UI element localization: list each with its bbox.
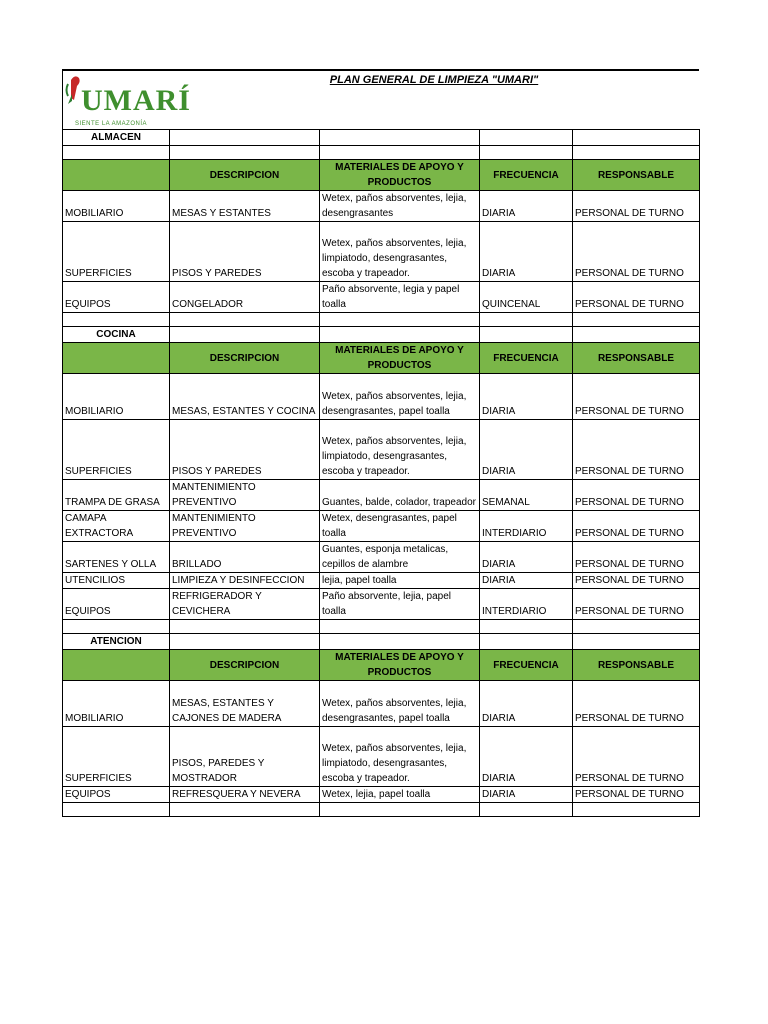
header-descripcion: DESCRIPCION xyxy=(170,343,320,374)
column-header-row xyxy=(63,160,700,191)
table-row xyxy=(63,511,700,542)
empty-cell xyxy=(170,327,320,343)
responsable-cell: PERSONAL DE TURNO xyxy=(573,787,700,803)
header-descripcion: DESCRIPCION xyxy=(170,160,320,191)
area-cell: SUPERFICIES xyxy=(63,420,170,480)
materiales-cell: Paño absorvente, lejia, papel toalla xyxy=(320,589,480,620)
responsable-cell: PERSONAL DE TURNO xyxy=(573,511,700,542)
frecuencia-cell: DIARIA xyxy=(480,374,573,420)
empty-cell xyxy=(63,146,170,160)
table-row xyxy=(63,374,700,420)
frecuencia-cell: SEMANAL xyxy=(480,480,573,511)
responsable-cell: PERSONAL DE TURNO xyxy=(573,542,700,573)
parrot-icon xyxy=(63,70,191,129)
materiales-cell: Wetex, paños absorventes, lejia, desengrasantes, papel toalla xyxy=(320,374,480,420)
table-row xyxy=(63,542,700,573)
materiales-cell: Wetex, paños absorventes, lejia, desengrasantes, papel toalla xyxy=(320,681,480,727)
header-responsable: RESPONSABLE xyxy=(573,650,700,681)
frecuencia-cell: INTERDIARIO xyxy=(480,511,573,542)
materiales-cell: Wetex, lejia, papel toalla xyxy=(320,787,480,803)
responsable-cell: PERSONAL DE TURNO xyxy=(573,480,700,511)
empty-cell xyxy=(170,146,320,160)
descripcion-cell: PISOS Y PAREDES xyxy=(170,420,320,480)
area-cell: SUPERFICIES xyxy=(63,222,170,282)
empty-cell xyxy=(573,634,700,650)
table-row xyxy=(63,191,700,222)
empty-cell xyxy=(480,634,573,650)
empty-cell xyxy=(320,313,480,327)
descripcion-cell: BRILLADO xyxy=(170,542,320,573)
empty-cell xyxy=(573,620,700,634)
descripcion-cell: MANTENIMIENTO PREVENTIVO xyxy=(170,511,320,542)
column-header-row xyxy=(63,343,700,374)
area-cell: EQUIPOS xyxy=(63,589,170,620)
descripcion-cell: PISOS, PAREDES Y MOSTRADOR xyxy=(170,727,320,787)
empty-cell xyxy=(573,327,700,343)
frecuencia-cell: DIARIA xyxy=(480,787,573,803)
document-header xyxy=(62,70,699,129)
area-cell: MOBILIARIO xyxy=(63,681,170,727)
header-materiales: MATERIALES DE APOYO Y PRODUCTOS xyxy=(320,650,480,681)
frecuencia-cell: DIARIA xyxy=(480,191,573,222)
spacer-row xyxy=(63,803,700,817)
responsable-cell: PERSONAL DE TURNO xyxy=(573,420,700,480)
svg-text:UMARÍ: UMARÍ xyxy=(81,84,191,117)
area-cell: MOBILIARIO xyxy=(63,374,170,420)
spacer-row xyxy=(63,146,700,160)
responsable-cell: PERSONAL DE TURNO xyxy=(573,222,700,282)
table-row xyxy=(63,787,700,803)
header-responsable: RESPONSABLE xyxy=(573,343,700,374)
header-descripcion: DESCRIPCION xyxy=(170,650,320,681)
materiales-cell: Wetex, paños absorventes, lejia, limpiatodo, desengrasantes, escoba y trapeador. xyxy=(320,420,480,480)
responsable-cell: PERSONAL DE TURNO xyxy=(573,589,700,620)
empty-cell xyxy=(170,130,320,146)
area-cell: UTENCILIOS xyxy=(63,573,170,589)
empty-cell xyxy=(573,146,700,160)
empty-cell xyxy=(63,620,170,634)
responsable-cell: PERSONAL DE TURNO xyxy=(573,681,700,727)
descripcion-cell: MANTENIMIENTO PREVENTIVO xyxy=(170,480,320,511)
area-cell: CAMAPA EXTRACTORA xyxy=(63,511,170,542)
area-cell: TRAMPA DE GRASA xyxy=(63,480,170,511)
responsable-cell: PERSONAL DE TURNO xyxy=(573,374,700,420)
empty-cell xyxy=(573,130,700,146)
frecuencia-cell: INTERDIARIO xyxy=(480,589,573,620)
column-header-row xyxy=(63,650,700,681)
table-row xyxy=(63,727,700,787)
section-title-row xyxy=(63,634,700,650)
document-title: PLAN GENERAL DE LIMPIEZA "UMARI" xyxy=(329,74,539,86)
empty-cell xyxy=(63,803,170,817)
area-cell: MOBILIARIO xyxy=(63,191,170,222)
empty-cell xyxy=(480,620,573,634)
header-empty xyxy=(63,343,170,374)
header-frecuencia: FRECUENCIA xyxy=(480,160,573,191)
descripcion-cell: REFRESQUERA Y NEVERA xyxy=(170,787,320,803)
section-title: COCINA xyxy=(63,327,170,343)
frecuencia-cell: DIARIA xyxy=(480,727,573,787)
header-materiales: MATERIALES DE APOYO Y PRODUCTOS xyxy=(320,343,480,374)
empty-cell xyxy=(573,313,700,327)
section-title-row xyxy=(63,327,700,343)
empty-cell xyxy=(320,327,480,343)
empty-cell xyxy=(320,634,480,650)
frecuencia-cell: DIARIA xyxy=(480,420,573,480)
table-row xyxy=(63,480,700,511)
frecuencia-cell: QUINCENAL xyxy=(480,282,573,313)
materiales-cell: Wetex, paños absorventes, lejia, limpiatodo, desengrasantes, escoba y trapeador. xyxy=(320,727,480,787)
descripcion-cell: MESAS, ESTANTES Y CAJONES DE MADERA xyxy=(170,681,320,727)
materiales-cell: Guantes, balde, colador, trapeador xyxy=(320,480,480,511)
area-cell: EQUIPOS xyxy=(63,787,170,803)
responsable-cell: PERSONAL DE TURNO xyxy=(573,282,700,313)
materiales-cell: Wetex, desengrasantes, papel toalla xyxy=(320,511,480,542)
empty-cell xyxy=(480,327,573,343)
empty-cell xyxy=(320,620,480,634)
area-cell: EQUIPOS xyxy=(63,282,170,313)
responsable-cell: PERSONAL DE TURNO xyxy=(573,191,700,222)
frecuencia-cell: DIARIA xyxy=(480,542,573,573)
descripcion-cell: CONGELADOR xyxy=(170,282,320,313)
frecuencia-cell: DIARIA xyxy=(480,681,573,727)
section-title: ALMACEN xyxy=(63,130,170,146)
empty-cell xyxy=(320,146,480,160)
spacer-row xyxy=(63,313,700,327)
header-responsable: RESPONSABLE xyxy=(573,160,700,191)
table-row xyxy=(63,282,700,313)
svg-text:SIENTE LA AMAZONÍA: SIENTE LA AMAZONÍA xyxy=(75,121,148,127)
header-frecuencia: FRECUENCIA xyxy=(480,343,573,374)
descripcion-cell: LIMPIEZA Y DESINFECCION xyxy=(170,573,320,589)
empty-cell xyxy=(320,803,480,817)
materiales-cell: Guantes, esponja metalicas, cepillos de alambre xyxy=(320,542,480,573)
header-frecuencia: FRECUENCIA xyxy=(480,650,573,681)
empty-cell xyxy=(480,313,573,327)
area-cell: SARTENES Y OLLA xyxy=(63,542,170,573)
header-empty xyxy=(63,160,170,191)
header-empty xyxy=(63,650,170,681)
descripcion-cell: MESAS, ESTANTES Y COCINA xyxy=(170,374,320,420)
materiales-cell: Wetex, paños absorventes, lejia, desengrasantes xyxy=(320,191,480,222)
responsable-cell: PERSONAL DE TURNO xyxy=(573,727,700,787)
table-row xyxy=(63,420,700,480)
section-title: ATENCION xyxy=(63,634,170,650)
responsable-cell: PERSONAL DE TURNO xyxy=(573,573,700,589)
empty-cell xyxy=(170,313,320,327)
table-row xyxy=(63,589,700,620)
umari-logo xyxy=(62,70,191,129)
header-materiales: MATERIALES DE APOYO Y PRODUCTOS xyxy=(320,160,480,191)
cleaning-plan-table xyxy=(62,129,700,817)
descripcion-cell: REFRIGERADOR Y CEVICHERA xyxy=(170,589,320,620)
empty-cell xyxy=(480,803,573,817)
descripcion-cell: PISOS Y PAREDES xyxy=(170,222,320,282)
empty-cell xyxy=(170,620,320,634)
section-title-row xyxy=(63,130,700,146)
empty-cell xyxy=(480,130,573,146)
frecuencia-cell: DIARIA xyxy=(480,222,573,282)
empty-cell xyxy=(170,634,320,650)
table-row xyxy=(63,222,700,282)
table-row xyxy=(63,573,700,589)
empty-cell xyxy=(320,130,480,146)
area-cell: SUPERFICIES xyxy=(63,727,170,787)
empty-cell xyxy=(63,313,170,327)
descripcion-cell: MESAS Y ESTANTES xyxy=(170,191,320,222)
materiales-cell: lejia, papel toalla xyxy=(320,573,480,589)
empty-cell xyxy=(480,146,573,160)
frecuencia-cell: DIARIA xyxy=(480,573,573,589)
empty-cell xyxy=(170,803,320,817)
table-row xyxy=(63,681,700,727)
spacer-row xyxy=(63,620,700,634)
empty-cell xyxy=(573,803,700,817)
materiales-cell: Wetex, paños absorventes, lejia, limpiatodo, desengrasantes, escoba y trapeador. xyxy=(320,222,480,282)
materiales-cell: Paño absorvente, legia y papel toalla xyxy=(320,282,480,313)
